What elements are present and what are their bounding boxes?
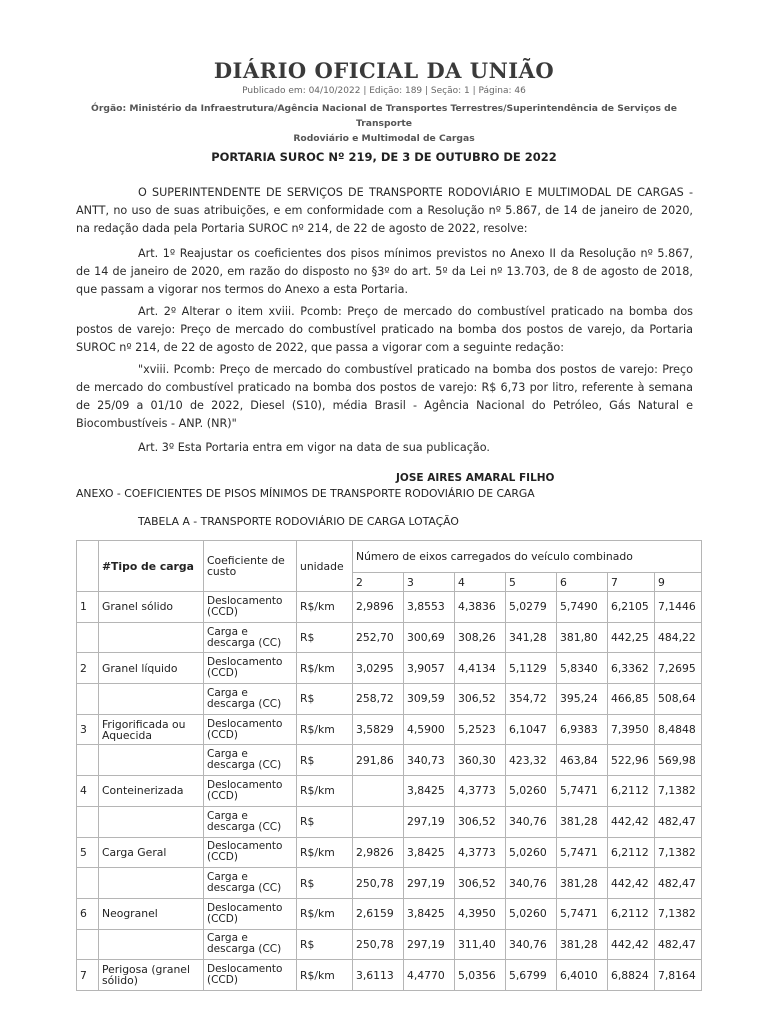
unidade-cell: R$ (297, 684, 353, 715)
value-cell: 442,42 (608, 806, 655, 837)
value-cell: 309,59 (404, 684, 455, 715)
coef-cell: Deslocamento (CCD) (204, 960, 297, 991)
unidade-cell: R$ (297, 622, 353, 653)
coef-cell: Carga e descarga (CC) (204, 745, 297, 776)
value-cell: 7,1382 (655, 898, 702, 929)
unidade-cell: R$ (297, 806, 353, 837)
value-cell: 4,3836 (455, 592, 506, 623)
paragraph-text: O SUPERINTENDENTE DE SERVIÇOS DE TRANSPORTE RODOVIÁRIO E MULTIMODAL DE CARGAS - ANTT, no uso de suas atribuições, e em conformidade com a Resolução nº 5.867, de 14 de janeiro de 2020, na redação dada pela Portaria SUROC nº 214, de 22 de agosto de 2022, resolve: (76, 186, 693, 235)
row-index-cell: 4 (77, 776, 99, 807)
value-cell: 4,4770 (404, 960, 455, 991)
value-cell: 522,96 (608, 745, 655, 776)
row-index-cell: 7 (77, 960, 99, 991)
tipo-cell (99, 929, 204, 960)
axle-header-cell: 9 (655, 573, 702, 592)
axle-header-cell: 6 (557, 573, 608, 592)
value-cell: 6,2105 (608, 592, 655, 623)
coef-cell: Deslocamento (CCD) (204, 898, 297, 929)
value-cell: 5,7471 (557, 837, 608, 868)
value-cell: 6,3362 (608, 653, 655, 684)
coef-cell: Deslocamento (CCD) (204, 776, 297, 807)
unidade-cell: R$/km (297, 960, 353, 991)
row-index-cell (77, 684, 99, 715)
row-index-cell (77, 745, 99, 776)
table-row (77, 960, 702, 991)
value-cell: 7,1382 (655, 776, 702, 807)
tipo-cell (99, 745, 204, 776)
orgao (90, 101, 678, 146)
value-cell: 5,0260 (506, 837, 557, 868)
tipo-cell: Granel sólido (99, 592, 204, 623)
value-cell: 381,80 (557, 622, 608, 653)
value-cell: 340,76 (506, 929, 557, 960)
value-cell: 3,5829 (353, 714, 404, 745)
value-cell: 5,6799 (506, 960, 557, 991)
coef-cell: Deslocamento (CCD) (204, 592, 297, 623)
unidade-cell: R$/km (297, 837, 353, 868)
value-cell: 442,25 (608, 622, 655, 653)
publication-meta: Publicado em: 04/10/2022 | Edição: 189 | Seção: 1 | Página: 46 (242, 86, 526, 96)
value-cell: 4,3950 (455, 898, 506, 929)
row-index-cell (77, 929, 99, 960)
tipo-cell (99, 868, 204, 899)
tipo-cell: Granel líquido (99, 653, 204, 684)
row-index-cell (77, 622, 99, 653)
value-cell: 6,2112 (608, 837, 655, 868)
table-row (77, 868, 702, 899)
table-row (77, 745, 702, 776)
tipo-cell: Frigorificada ou Aquecida (99, 714, 204, 745)
value-cell: 258,72 (353, 684, 404, 715)
header-cell-eixos: Número de eixos carregados do veículo combinado (353, 541, 702, 573)
orgao-line-1: Órgão: Ministério da Infraestrutura/Agência Nacional de Transportes Terrestres/Superintendência de Serviços de Transporte (91, 103, 677, 129)
value-cell: 6,8824 (608, 960, 655, 991)
tipo-cell: Perigosa (granel sólido) (99, 960, 204, 991)
value-cell: 3,8425 (404, 898, 455, 929)
value-cell: 5,0279 (506, 592, 557, 623)
table-row (77, 684, 702, 715)
value-cell: 569,98 (655, 745, 702, 776)
value-cell: 484,22 (655, 622, 702, 653)
value-cell: 7,3950 (608, 714, 655, 745)
unidade-cell: R$/km (297, 898, 353, 929)
paragraph-text: Art. 1º Reajustar os coeficientes dos pisos mínimos previstos no Anexo II da Resolução nº 5.867, de 14 de janeiro de 2020, em razão do disposto no §3º do art. 5º da Lei nº 13.703, de 8 de agosto de 2018, que passam a vigorar nos termos do Anexo a esta Portaria. (76, 247, 693, 296)
value-cell (353, 776, 404, 807)
value-cell: 5,7471 (557, 776, 608, 807)
value-cell: 291,86 (353, 745, 404, 776)
paragraph-quote (76, 361, 693, 433)
paragraph-art-1 (76, 245, 693, 299)
tipo-cell: Neogranel (99, 898, 204, 929)
value-cell: 4,5900 (404, 714, 455, 745)
value-cell: 4,3773 (455, 837, 506, 868)
value-cell: 3,0295 (353, 653, 404, 684)
orgao-line-2: Rodoviário e Multimodal de Cargas (293, 133, 475, 144)
value-cell: 7,8164 (655, 960, 702, 991)
value-cell: 340,76 (506, 868, 557, 899)
value-cell: 6,4010 (557, 960, 608, 991)
value-cell: 5,7490 (557, 592, 608, 623)
table-row (77, 837, 702, 868)
value-cell: 381,28 (557, 929, 608, 960)
value-cell: 340,73 (404, 745, 455, 776)
value-cell: 6,2112 (608, 898, 655, 929)
portaria-title: PORTARIA SUROC Nº 219, DE 3 DE OUTUBRO DE 2022 (211, 150, 557, 164)
tipo-cell (99, 684, 204, 715)
value-cell: 252,70 (353, 622, 404, 653)
value-cell: 306,52 (455, 806, 506, 837)
table-row (77, 714, 702, 745)
value-cell: 463,84 (557, 745, 608, 776)
coef-cell: Carga e descarga (CC) (204, 684, 297, 715)
value-cell: 3,8425 (404, 776, 455, 807)
value-cell: 395,24 (557, 684, 608, 715)
value-cell: 3,8425 (404, 837, 455, 868)
value-cell: 6,1047 (506, 714, 557, 745)
unidade-cell: R$/km (297, 592, 353, 623)
value-cell: 7,1382 (655, 837, 702, 868)
coef-cell: Carga e descarga (CC) (204, 622, 297, 653)
paragraph-text: "xviii. Pcomb: Preço de mercado do combustível praticado na bomba dos postos de varejo: Preço de mercado do combustível praticado na bomba dos postos de varejo: R$ 6,73 por litro, referente à semana de 25/09 a 01/10 de 2022, Diesel (S10), média Brasil - Agência Nacional do Petróleo, Gás Natural e Biocombustíveis - ANP. (NR)" (76, 363, 693, 430)
value-cell: 466,85 (608, 684, 655, 715)
coef-cell: Carga e descarga (CC) (204, 806, 297, 837)
coef-cell: Carga e descarga (CC) (204, 868, 297, 899)
value-cell: 2,6159 (353, 898, 404, 929)
row-index-cell: 3 (77, 714, 99, 745)
row-index-cell (77, 806, 99, 837)
row-index-cell (77, 868, 99, 899)
table-row (77, 776, 702, 807)
value-cell: 306,52 (455, 684, 506, 715)
header-cell-tipo: #Tipo de carga (99, 541, 204, 592)
value-cell: 341,28 (506, 622, 557, 653)
axle-header-cell: 7 (608, 573, 655, 592)
value-cell: 482,47 (655, 868, 702, 899)
header-cell-unidade: unidade (297, 541, 353, 592)
axle-header-cell: 4 (455, 573, 506, 592)
paragraph-text: Art. 3º Esta Portaria entra em vigor na data de sua publicação. (138, 441, 490, 454)
value-cell: 354,72 (506, 684, 557, 715)
row-index-cell: 1 (77, 592, 99, 623)
tipo-cell: Conteinerizada (99, 776, 204, 807)
value-cell: 5,0356 (455, 960, 506, 991)
table-body (77, 541, 702, 991)
unidade-cell: R$ (297, 745, 353, 776)
value-cell: 5,1129 (506, 653, 557, 684)
value-cell: 311,40 (455, 929, 506, 960)
coefficients-table (76, 540, 702, 991)
value-cell: 4,3773 (455, 776, 506, 807)
value-cell: 442,42 (608, 868, 655, 899)
tipo-cell (99, 622, 204, 653)
value-cell: 7,1446 (655, 592, 702, 623)
unidade-cell: R$ (297, 868, 353, 899)
value-cell: 297,19 (404, 868, 455, 899)
tipo-cell (99, 806, 204, 837)
value-cell: 5,7471 (557, 898, 608, 929)
value-cell: 5,0260 (506, 776, 557, 807)
unidade-cell: R$/km (297, 653, 353, 684)
anexo-title: ANEXO - COEFICIENTES DE PISOS MÍNIMOS DE TRANSPORTE RODOVIÁRIO DE CARGA (76, 487, 535, 500)
axle-header-cell: 3 (404, 573, 455, 592)
value-cell: 250,78 (353, 929, 404, 960)
value-cell: 297,19 (404, 929, 455, 960)
coef-cell: Carga e descarga (CC) (204, 929, 297, 960)
value-cell: 3,8553 (404, 592, 455, 623)
unidade-cell: R$ (297, 929, 353, 960)
masthead: DIÁRIO OFICIAL DA UNIÃO (213, 58, 555, 83)
tabela-title: TABELA A - TRANSPORTE RODOVIÁRIO DE CARGA LOTAÇÃO (138, 515, 459, 528)
value-cell: 6,2112 (608, 776, 655, 807)
value-cell: 3,9057 (404, 653, 455, 684)
value-cell: 340,76 (506, 806, 557, 837)
value-cell: 250,78 (353, 868, 404, 899)
value-cell: 381,28 (557, 868, 608, 899)
value-cell: 5,2523 (455, 714, 506, 745)
value-cell: 508,64 (655, 684, 702, 715)
value-cell: 360,30 (455, 745, 506, 776)
tipo-cell: Carga Geral (99, 837, 204, 868)
row-index-cell: 5 (77, 837, 99, 868)
value-cell: 8,4848 (655, 714, 702, 745)
paragraph-text: Art. 2º Alterar o item xviii. Pcomb: Preço de mercado do combustível praticado na bomba dos postos de varejo: Preço de mercado do combustível praticado na bomba dos postos de varejo, da Portaria SUROC nº 214, de 22 de agosto de 2022, que passa a vigorar com a seguinte redação: (76, 305, 693, 354)
table-header-row (77, 541, 702, 573)
value-cell: 381,28 (557, 806, 608, 837)
header-cell-index (77, 541, 99, 592)
value-cell: 442,42 (608, 929, 655, 960)
value-cell: 306,52 (455, 868, 506, 899)
value-cell: 423,32 (506, 745, 557, 776)
value-cell: 2,9826 (353, 837, 404, 868)
paragraph-art-2 (76, 303, 693, 357)
coef-cell: Deslocamento (CCD) (204, 714, 297, 745)
value-cell: 482,47 (655, 929, 702, 960)
value-cell: 5,0260 (506, 898, 557, 929)
value-cell: 4,4134 (455, 653, 506, 684)
value-cell: 300,69 (404, 622, 455, 653)
table-row (77, 653, 702, 684)
axle-header-cell: 2 (353, 573, 404, 592)
coef-cell: Deslocamento (CCD) (204, 837, 297, 868)
value-cell: 5,8340 (557, 653, 608, 684)
table-row (77, 622, 702, 653)
table-row (77, 806, 702, 837)
value-cell: 6,9383 (557, 714, 608, 745)
value-cell: 2,9896 (353, 592, 404, 623)
table-row (77, 592, 702, 623)
header-cell-coef: Coeficiente de custo (204, 541, 297, 592)
table-row (77, 929, 702, 960)
value-cell: 308,26 (455, 622, 506, 653)
unidade-cell: R$/km (297, 714, 353, 745)
coef-cell: Deslocamento (CCD) (204, 653, 297, 684)
signature: JOSE AIRES AMARAL FILHO (396, 472, 555, 484)
unidade-cell: R$/km (297, 776, 353, 807)
value-cell (353, 806, 404, 837)
paragraph-preamble (76, 184, 693, 238)
value-cell: 7,2695 (655, 653, 702, 684)
axle-header-cell: 5 (506, 573, 557, 592)
row-index-cell: 6 (77, 898, 99, 929)
paragraph-art-3 (76, 439, 693, 457)
value-cell: 3,6113 (353, 960, 404, 991)
table-row (77, 898, 702, 929)
value-cell: 482,47 (655, 806, 702, 837)
value-cell: 297,19 (404, 806, 455, 837)
row-index-cell: 2 (77, 653, 99, 684)
